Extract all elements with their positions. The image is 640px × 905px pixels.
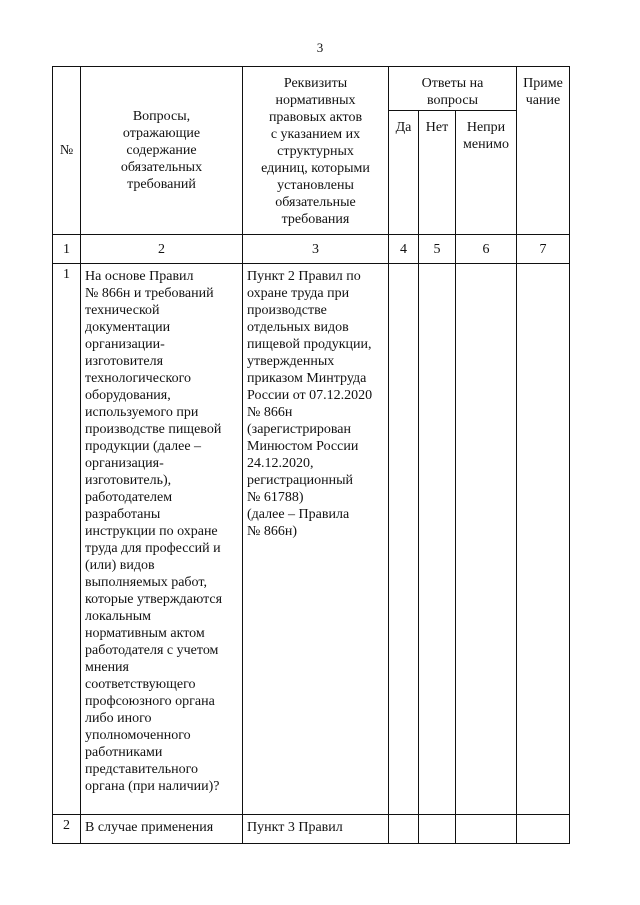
row-number: 1 bbox=[53, 264, 81, 815]
header-note: Приме чание bbox=[517, 67, 570, 235]
header-questions: Вопросы, отражающие содержание обязательных требований bbox=[81, 67, 243, 235]
numbering-row bbox=[53, 235, 570, 264]
col-number-3: 3 bbox=[243, 235, 389, 264]
checklist-table bbox=[52, 66, 570, 844]
header-no: № bbox=[53, 67, 81, 235]
answer-yes-cell[interactable] bbox=[389, 815, 419, 844]
requisites-text: Пункт 3 Правил bbox=[243, 815, 389, 844]
header-yes: Да bbox=[389, 111, 419, 235]
note-cell[interactable] bbox=[517, 264, 570, 815]
answer-no-cell[interactable] bbox=[419, 264, 456, 815]
answer-yes-cell[interactable] bbox=[389, 264, 419, 815]
table-row bbox=[53, 815, 570, 844]
requisites-text: Пункт 2 Правил по охране труда при производстве отдельных видов пищевой продукции, утвержденных приказом Минтруда России от 07.12.2020 № 866н (зарегистрирован Минюстом России 24.12.2020, регистрационный № 61788) (далее – Правила № 866н) bbox=[243, 264, 389, 815]
note-cell[interactable] bbox=[517, 815, 570, 844]
answer-no-cell[interactable] bbox=[419, 815, 456, 844]
question-text: На основе Правил № 866н и требований технической документации организации- изготовителя технологического оборудования, используемого при производстве пищевой продукции (далее – организация- изготовитель), работодателем разработаны инструкции по охране труда для профессий и (или) видов выполняемых работ, которые утверждаются локальным нормативным актом работодателя с учетом мнения соответствующего профсоюзного органа либо иного уполномоченного работниками представительного органа (при наличии)? bbox=[81, 264, 243, 815]
page-number: 3 bbox=[316, 40, 324, 55]
col-number-1: 1 bbox=[53, 235, 81, 264]
answer-na-cell[interactable] bbox=[456, 264, 517, 815]
header-requisites: Реквизиты нормативных правовых актов с указанием их структурных единиц, которыми установлены обязательные требования bbox=[243, 67, 389, 235]
col-number-2: 2 bbox=[81, 235, 243, 264]
col-number-7: 7 bbox=[517, 235, 570, 264]
header-no-answer: Нет bbox=[419, 111, 456, 235]
question-text: В случае применения bbox=[81, 815, 243, 844]
table-row bbox=[53, 264, 570, 815]
header-not-applicable: Непри менимо bbox=[456, 111, 517, 235]
answer-na-cell[interactable] bbox=[456, 815, 517, 844]
col-number-5: 5 bbox=[419, 235, 456, 264]
col-number-4: 4 bbox=[389, 235, 419, 264]
col-number-6: 6 bbox=[456, 235, 517, 264]
row-number: 2 bbox=[53, 815, 81, 844]
header-answers: Ответы на вопросы bbox=[389, 67, 517, 111]
